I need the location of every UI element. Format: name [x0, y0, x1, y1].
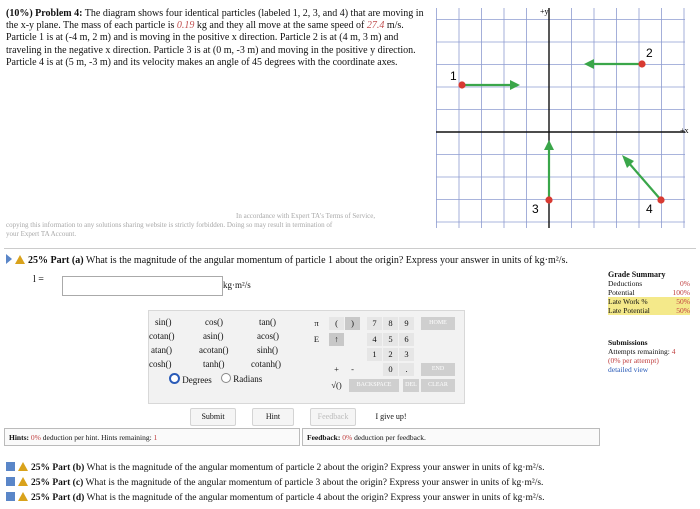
late-work-value: 50% — [676, 297, 690, 306]
fn-atan[interactable]: atan() — [151, 345, 172, 355]
particle-label-4: 4 — [646, 202, 653, 216]
deductions-row — [608, 279, 690, 288]
part-b-percent: 25% Part (b) — [31, 463, 85, 473]
fn-cotanh[interactable]: cotanh() — [251, 359, 281, 369]
expand-icon[interactable] — [6, 492, 15, 501]
particle-diagram — [425, 0, 700, 245]
degrees-option[interactable] — [169, 373, 212, 385]
key-dot[interactable]: . — [399, 363, 414, 376]
fn-cos[interactable]: cos() — [205, 317, 223, 327]
fn-tan[interactable]: tan() — [259, 317, 276, 327]
particle-4 — [657, 196, 664, 203]
particle-2 — [638, 60, 645, 67]
hints-bar — [4, 428, 300, 446]
key-plus[interactable]: + — [334, 364, 339, 374]
y-axis-label: +y — [540, 7, 549, 16]
particle-1 — [458, 81, 465, 88]
key-3[interactable]: 3 — [399, 348, 414, 361]
late-work-row — [608, 297, 690, 306]
late-potential-row — [608, 306, 690, 315]
mass-value: 0.19 — [176, 20, 195, 32]
part-b-row[interactable] — [6, 462, 544, 473]
coordinate-grid — [436, 8, 685, 228]
velocity-arrow-4 — [628, 162, 661, 200]
warning-icon — [18, 477, 28, 486]
velocity-arrowhead-1 — [510, 80, 520, 90]
hints-remaining: 1 — [153, 433, 158, 442]
key-paren-open[interactable]: ( — [329, 317, 344, 330]
key-up[interactable]: ↑ — [329, 333, 344, 346]
per-attempt: (0% per attempt) — [608, 356, 659, 365]
problem-text-2: kg and they all move at the same speed of — [196, 20, 365, 32]
degrees-label: Degrees — [182, 375, 212, 385]
submit-button[interactable]: Submit — [190, 408, 236, 426]
key-7[interactable]: 7 — [367, 317, 382, 330]
key-paren-close[interactable]: ) — [345, 317, 360, 330]
part-a-header — [6, 254, 696, 266]
answer-label: l = — [33, 274, 44, 285]
warning-icon — [18, 492, 28, 501]
part-b-question: What is the magnitude of the angular momentum of particle 2 about the origin? Express your answer in units of kg·m²/s. — [86, 463, 545, 473]
part-d-row[interactable] — [6, 492, 544, 503]
detailed-view-link[interactable]: detailed view — [608, 365, 649, 374]
radians-label: Radians — [233, 374, 263, 384]
grade-summary — [608, 270, 690, 315]
x-axis-label: +x — [680, 126, 689, 135]
hints-label: Hints: — [9, 433, 30, 442]
part-d-question: What is the magnitude of the angular momentum of particle 4 about the origin? Express your answer in units of kg·m²/s. — [86, 493, 545, 503]
feedback-label: Feedback: — [307, 433, 341, 442]
radio-selected-icon[interactable] — [169, 373, 180, 384]
part-d-percent: 25% Part (d) — [31, 493, 85, 503]
hint-button[interactable]: Hint — [252, 408, 294, 426]
attempts-value: 4 — [671, 347, 676, 356]
fn-acotan[interactable]: acotan() — [199, 345, 229, 355]
fn-sinh[interactable]: sinh() — [257, 345, 278, 355]
watermark-line-2: copying this information to any solutions sharing website is strictly forbidden. Doing so may result in termination of — [6, 221, 333, 229]
part-a-question: What is the magnitude of the angular momentum of particle 1 about the origin? Express your answer in units of kg·m²/s. — [85, 255, 568, 266]
deductions-value: 0% — [680, 279, 690, 288]
fn-tanh[interactable]: tanh() — [203, 359, 225, 369]
feedback-button[interactable]: Feedback — [310, 408, 356, 426]
particle-label-3: 3 — [532, 202, 539, 216]
potential-value: 100% — [672, 288, 690, 297]
part-c-row[interactable] — [6, 477, 543, 488]
feedback-text: deduction per feedback. — [354, 433, 426, 442]
hints-text: deduction per hint. Hints remaining: — [42, 433, 152, 442]
answer-units: kg·m²/s — [223, 280, 251, 290]
velocity-arrowhead-2 — [584, 59, 594, 69]
key-minus[interactable]: - — [351, 364, 354, 374]
submissions-title: Submissions — [608, 338, 648, 347]
problem-text-1: The diagram shows four identical particles (labeled 1, 2, 3, and 4) that are moving in the x-y plane. The mass of each particle is — [6, 8, 424, 32]
key-0[interactable]: 0 — [383, 363, 398, 376]
submissions-panel — [608, 338, 694, 374]
deductions-label: Deductions — [608, 279, 643, 288]
expand-icon[interactable] — [6, 477, 15, 486]
key-4[interactable]: 4 — [367, 333, 382, 346]
fn-cosh[interactable]: cosh() — [149, 359, 172, 369]
key-del[interactable]: DEL — [403, 379, 419, 392]
warning-icon — [15, 255, 25, 264]
particle-label-2: 2 — [646, 46, 653, 60]
watermark-line-3: your Expert TA Account. — [6, 230, 77, 238]
key-1[interactable]: 1 — [367, 348, 382, 361]
terms-watermark — [6, 212, 426, 239]
give-up-button[interactable]: I give up! — [368, 408, 414, 426]
separator — [4, 248, 696, 249]
collapse-arrow-icon[interactable] — [6, 254, 12, 264]
key-6[interactable]: 6 — [399, 333, 414, 346]
radians-option[interactable] — [221, 373, 262, 384]
key-5[interactable]: 5 — [383, 333, 398, 346]
key-sqrt[interactable]: √() — [331, 380, 342, 390]
key-2[interactable]: 2 — [383, 348, 398, 361]
expand-icon[interactable] — [6, 462, 15, 471]
watermark-line-1: In accordance with Expert TA's Terms of Service, — [236, 212, 376, 220]
potential-label: Potential — [608, 288, 635, 297]
radio-unselected-icon[interactable] — [221, 373, 231, 383]
fn-asin[interactable]: asin() — [203, 331, 224, 341]
potential-row — [608, 288, 690, 297]
feedback-deduction: 0% — [342, 433, 353, 442]
warning-icon — [18, 462, 28, 471]
late-work-label: Late Work % — [608, 297, 648, 306]
fn-sin[interactable]: sin() — [155, 317, 172, 327]
attempts-row — [608, 347, 694, 356]
key-9[interactable]: 9 — [399, 317, 414, 330]
late-potential-value: 50% — [676, 306, 690, 315]
hints-deduction: 0% — [30, 433, 41, 442]
problem-statement — [6, 8, 426, 69]
part-a-percent: 25% Part (a) — [28, 255, 84, 266]
fn-acos[interactable]: acos() — [257, 331, 279, 341]
problem-lead: (10%) Problem 4: — [6, 8, 83, 19]
attempts-label: Attempts remaining: — [608, 347, 670, 356]
key-e[interactable]: E — [313, 334, 320, 344]
fn-cotan[interactable]: cotan() — [149, 331, 175, 341]
velocity-arrowhead-3 — [544, 140, 554, 150]
key-home[interactable]: HOME — [421, 317, 455, 330]
key-end[interactable]: END — [421, 363, 455, 376]
key-pi[interactable]: π — [314, 318, 319, 328]
key-clear[interactable]: CLEAR — [421, 379, 455, 392]
grade-summary-title: Grade Summary — [608, 270, 666, 279]
particle-3 — [545, 196, 552, 203]
part-c-percent: 25% Part (c) — [31, 478, 84, 488]
calculator-panel — [148, 310, 465, 404]
key-8[interactable]: 8 — [383, 317, 398, 330]
answer-input[interactable] — [62, 276, 223, 296]
feedback-bar — [302, 428, 600, 446]
late-potential-label: Late Potential — [608, 306, 650, 315]
problem-text-3: m/s. Particle 1 is at (-4 m, 2 m) and is moving in the positive x direction. Particle 2 is at (4 m, 3 m) and traveling in the negative x direction. Particle 3 is at (0 m, -3 m) and moving in the positive y direction. Particle 4 is at (5 m, -3 m) and its velocity makes an angle of 45 degrees with the coordinate axes. — [6, 20, 416, 68]
particle-label-1: 1 — [450, 69, 457, 83]
speed-value: 27.4 — [366, 20, 385, 32]
part-c-question: What is the magnitude of the angular momentum of particle 3 about the origin? Express your answer in units of kg·m²/s. — [85, 478, 544, 488]
key-backspace[interactable]: BACKSPACE — [349, 379, 399, 392]
